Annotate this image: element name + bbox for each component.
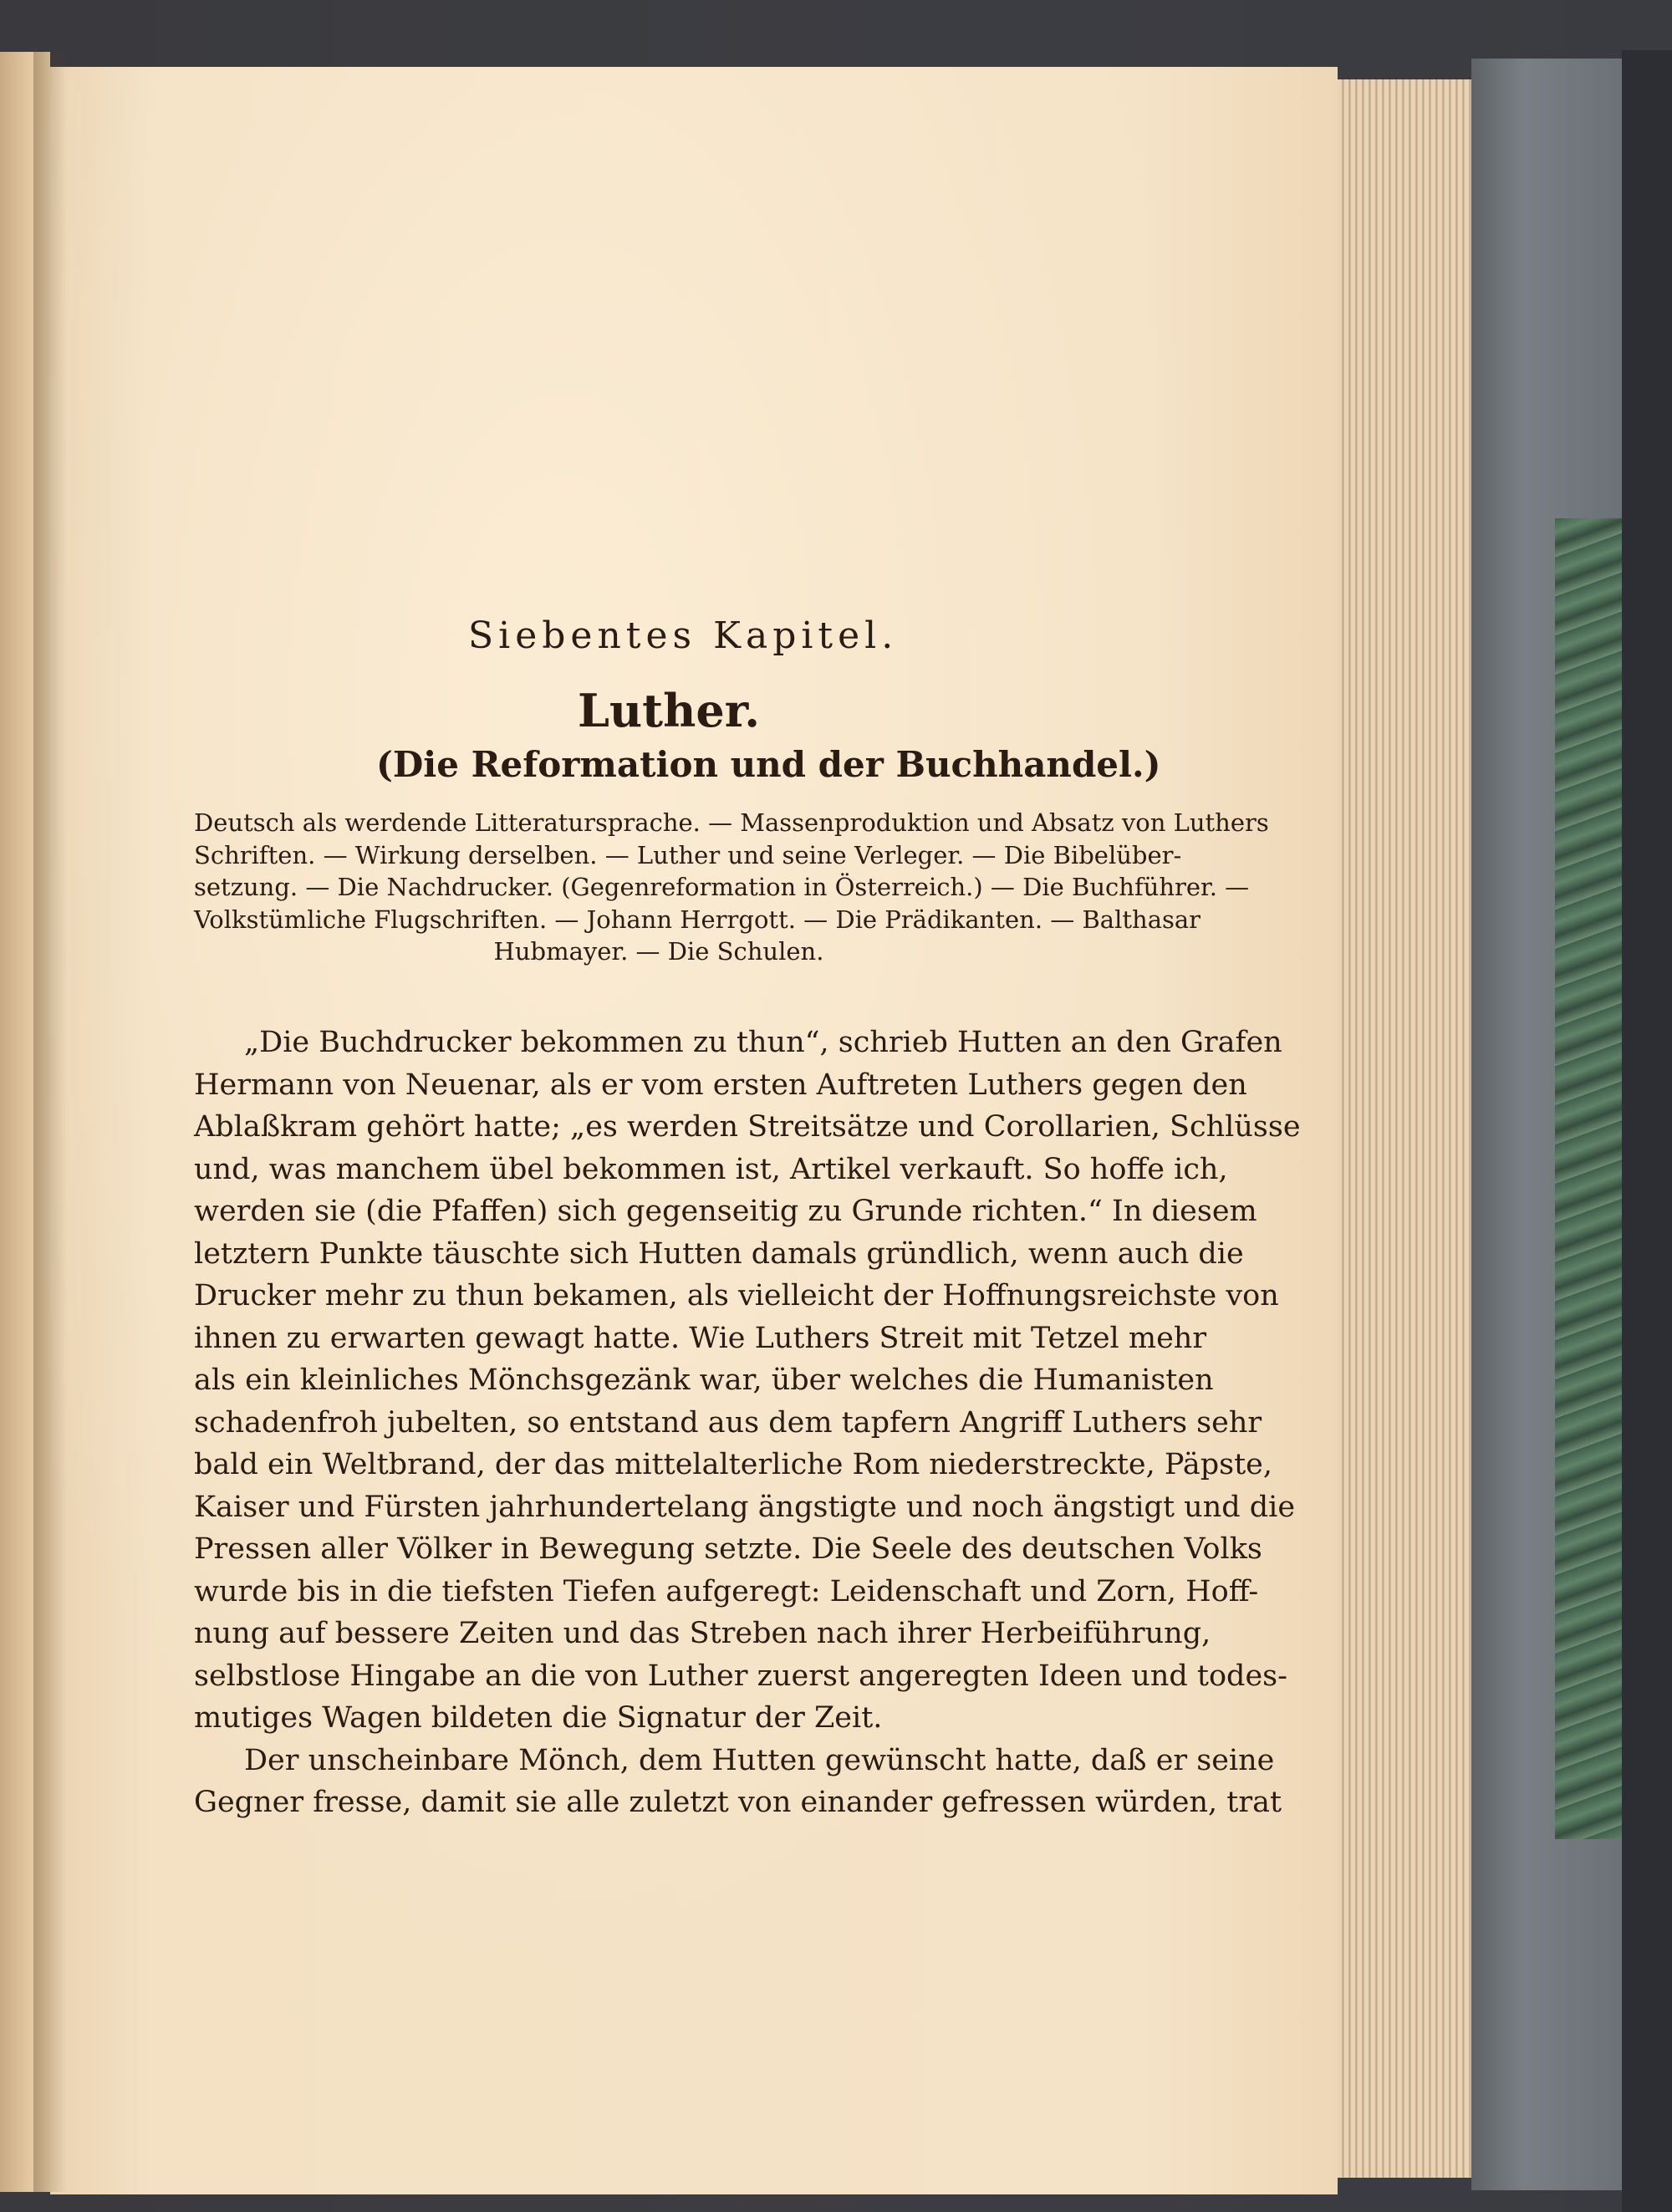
body-text: [194, 1022, 1301, 1824]
summary-line: Hubmayer. — Die Schulen.: [493, 937, 824, 966]
paragraph-line: bald ein Weltbrand, der das mittelalterliche Rom niederstreckte, Päpste,: [194, 1448, 1273, 1481]
cover-marbling: [1555, 518, 1622, 1839]
paragraph-line: wurde bis in die tiefsten Tiefen aufgeregt: Leidenschaft und Zorn, Hoff-: [194, 1574, 1259, 1608]
paragraph-line: und, was manchem übel bekommen ist, Artikel verkauft. So hoffe ich,: [194, 1152, 1228, 1186]
paragraph-line: Gegner fresse, damit sie alle zuletzt von einander gefressen würden, trat: [194, 1786, 1282, 1819]
summary-line: Volkstümliche Flugschriften. — Johann Herrgott. — Die Prädikanten. — Balthasar: [194, 905, 1201, 934]
paragraph-line: werden sie (die Pfaffen) sich gegenseitig zu Grunde richten.“ In diesem: [194, 1195, 1257, 1228]
paragraph-line: Der unscheinbare Mönch, dem Hutten gewünscht hatte, daß er seine: [244, 1743, 1275, 1777]
chapter-label: Siebentes Kapitel.: [468, 614, 899, 657]
paragraph-line: Ablaßkram gehört hatte; „es werden Streitsätze und Corollarien, Schlüsse: [194, 1110, 1301, 1144]
paragraph-line: ihnen zu erwarten gewagt hatte. Wie Luthers Streit mit Tetzel mehr: [194, 1321, 1207, 1355]
page-block-edges: [1338, 79, 1471, 2178]
summary-line: setzung. — Die Nachdrucker. (Gegenreformation in Österreich.) — Die Buchführer. —: [194, 873, 1250, 901]
chapter-summary: [194, 807, 1269, 968]
paragraph-line: „Die Buchdrucker bekommen zu thun“, schrieb Hutten an den Grafen: [244, 1026, 1282, 1059]
paragraph-line: letztern Punkte täuschte sich Hutten damals gründlich, wenn auch die: [194, 1236, 1244, 1271]
spine-strip: [1622, 50, 1672, 2212]
paragraph-line: Kaiser und Fürsten jahrhundertelang ängstigte und noch ängstigt und die: [194, 1490, 1296, 1524]
gutter-shadow: [33, 52, 67, 2192]
chapter-subtitle: (Die Reformation und der Buchhandel.): [376, 744, 1161, 785]
paragraph-line: als ein kleinliches Mönchsgezänk war, über welches die Humanisten: [194, 1363, 1214, 1397]
paragraph-line: Drucker mehr zu thun bekamen, als vielleicht der Hoffnungsreichste von: [194, 1279, 1279, 1312]
paragraph-line: mutiges Wagen bildeten die Signatur der Zeit.: [194, 1701, 883, 1735]
chapter-title: Luther.: [577, 684, 761, 737]
paragraph-line: nung auf bessere Zeiten und das Streben nach ihrer Herbeiführung,: [194, 1617, 1211, 1650]
paragraph-line: Hermann von Neuenar, als er vom ersten Auftreten Luthers gegen den: [194, 1068, 1247, 1102]
summary-line: Deutsch als werdende Litteratursprache. — Massenproduktion und Absatz von Luthers: [194, 808, 1269, 837]
summary-line: Schriften. — Wirkung derselben. — Luther und seine Verleger. — Die Bibelüber-: [194, 840, 1182, 869]
paragraph-line: schadenfroh jubelten, so entstand aus dem tapfern Angriff Luthers sehr: [194, 1405, 1262, 1440]
paragraph-line: Pressen aller Völker in Bewegung setzte. Die Seele des deutschen Volks: [194, 1532, 1262, 1566]
paragraph-line: selbstlose Hingabe an die von Luther zuerst angeregten Ideen und todes-: [194, 1659, 1287, 1693]
